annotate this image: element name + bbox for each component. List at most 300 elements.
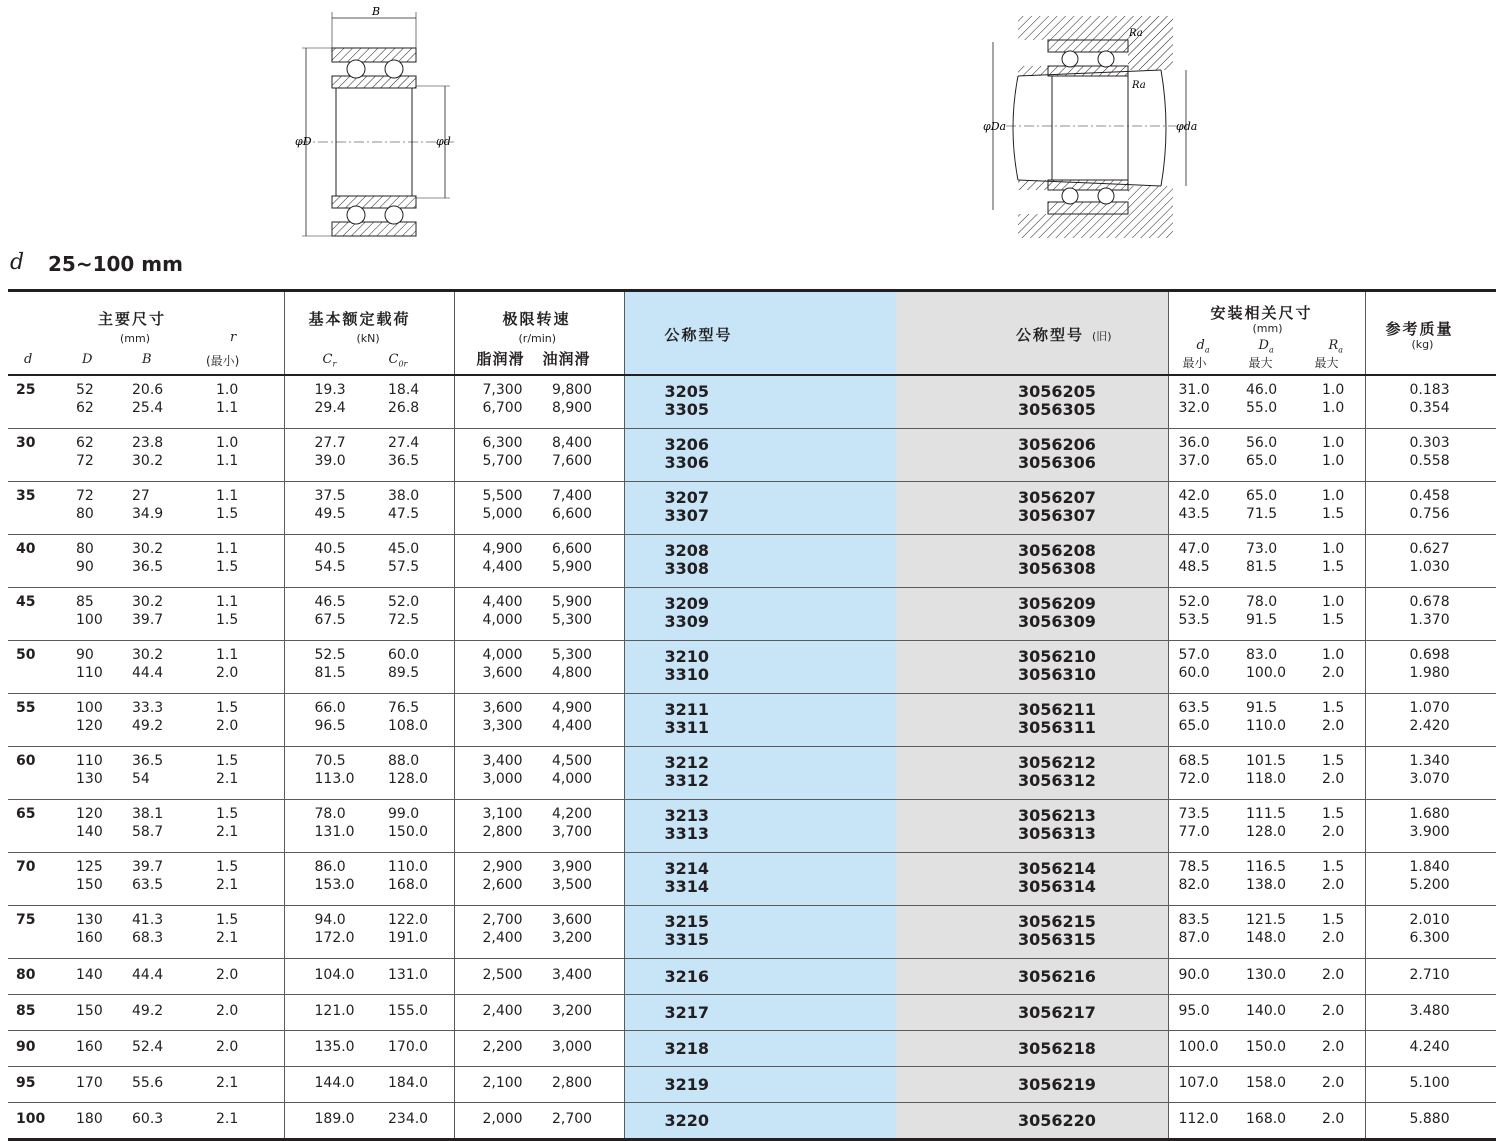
value-oil: 5,300 [552,647,593,663]
value-b: 55.6 [132,1075,164,1091]
value-r: 2.1 [216,771,239,787]
value-cr: 78.0 [314,806,346,822]
cell-c0r [360,800,454,853]
value-oil: 7,600 [552,453,593,469]
value-model: 3309 [664,612,710,631]
value-c0r: 52.0 [388,594,420,610]
cell-old [896,535,1168,588]
value-r: 1.0 [216,382,239,398]
value-cr: 131.0 [314,824,355,840]
value-grease: 3,600 [482,700,523,716]
cell-b [124,1103,194,1140]
bore-d-cell [8,429,68,482]
cell-d [68,1103,124,1140]
cell-model [624,641,896,694]
value-d: 140 [76,824,103,840]
cell-d [68,694,124,747]
value-r: 2.0 [216,665,239,681]
value-mass: 1.980 [1409,665,1450,681]
mounting-header [1169,292,1365,374]
value-oil: 4,400 [552,718,593,734]
value-c0r: 184.0 [388,1075,429,1091]
value-r: 2.1 [216,1111,239,1127]
value-model: 3308 [664,559,710,578]
value-oil: 8,400 [552,435,593,451]
bore-d-cell [8,375,68,429]
value-model: 3219 [664,1075,710,1094]
value-d: 80 [76,506,94,522]
value-da: 90.0 [1178,967,1210,983]
table-row [8,906,1496,959]
value-r: 1.5 [216,612,239,628]
value-d: 150 [76,877,103,893]
value-r: 2.0 [216,967,239,983]
cell-c0r [360,535,454,588]
value-ra: 2.0 [1322,1039,1345,1055]
value-mass: 3.900 [1409,824,1450,840]
cell-grease [454,535,536,588]
cell-model [624,800,896,853]
value-cr: 144.0 [314,1075,355,1091]
cell-da [1168,906,1236,959]
value-d: 52 [76,382,94,398]
value-mass: 1.070 [1409,700,1450,716]
value-mass: 0.183 [1409,382,1450,398]
main-dims-unit: (mm) [120,332,151,345]
cell-cr [284,800,360,853]
speed-unit: (r/min) [518,332,557,345]
value-b: 25.4 [132,400,164,416]
value-da: 140.0 [1246,1003,1287,1019]
value-ra: 1.5 [1322,612,1345,628]
header-row [8,291,1496,376]
cell-da [1168,747,1236,800]
value-old: 3056216 [1018,967,1096,986]
value-oil: 9,800 [552,382,593,398]
cell-old [896,375,1168,429]
cell-old [896,800,1168,853]
value-da: 65.0 [1246,453,1278,469]
cell-da [1236,694,1308,747]
value-ra: 2.0 [1322,1111,1345,1127]
cell-d [68,995,124,1031]
mass-title: 参考质量 [1385,320,1454,338]
cell-old [896,747,1168,800]
cell-mass [1365,641,1496,694]
value-grease: 7,300 [482,382,523,398]
cell-da [1236,1067,1308,1103]
col-B: B [142,352,152,367]
cell-c0r [360,429,454,482]
bore-d-cell [8,906,68,959]
value-model: 3205 [664,382,710,401]
cell-oil [536,800,624,853]
value-old: 3056308 [1018,559,1096,578]
value-da: 77.0 [1178,824,1210,840]
table-row [8,1031,1496,1067]
cell-cr [284,429,360,482]
value-cr: 27.7 [314,435,346,451]
cell-b [124,747,194,800]
mounting-title: 安装相关尺寸 [1210,304,1313,322]
cell-model [624,482,896,535]
bore-d-value: 70 [16,859,36,875]
value-c0r: 122.0 [388,912,429,928]
cell-cr [284,588,360,641]
value-ra: 1.0 [1322,453,1345,469]
table-row [8,747,1496,800]
bore-d-value: 90 [16,1039,36,1055]
cell-da [1236,641,1308,694]
value-ra: 2.0 [1322,1075,1345,1091]
value-model: 3206 [664,435,710,454]
value-c0r: 128.0 [388,771,429,787]
cell-r [194,853,284,906]
cell-da [1168,1031,1236,1067]
value-ra: 1.0 [1322,382,1345,398]
value-ra: 1.5 [1322,700,1345,716]
cell-b [124,641,194,694]
value-ra: 1.5 [1322,506,1345,522]
cell-cr [284,1103,360,1140]
cell-da [1236,1103,1308,1140]
value-grease: 3,300 [482,718,523,734]
cell-r [194,906,284,959]
value-oil: 4,000 [552,771,593,787]
value-grease: 5,500 [482,488,523,504]
cell-da [1236,1031,1308,1067]
value-cr: 81.5 [314,665,346,681]
value-c0r: 45.0 [388,541,420,557]
bore-d-cell [8,1067,68,1103]
cell-da [1168,995,1236,1031]
cell-oil [536,1031,624,1067]
cell-b [124,482,194,535]
value-b: 49.2 [132,718,164,734]
value-old: 3056307 [1018,506,1096,525]
cell-old [896,1031,1168,1067]
value-old: 3056312 [1018,771,1096,790]
value-old: 3056212 [1018,753,1096,772]
value-cr: 153.0 [314,877,355,893]
value-grease: 2,200 [482,1039,523,1055]
cell-ra [1308,800,1365,853]
value-da: 81.5 [1246,559,1278,575]
value-d: 120 [76,718,103,734]
cell-old [896,482,1168,535]
cell-ra [1308,641,1365,694]
value-d: 150 [76,1003,103,1019]
value-r: 1.1 [216,541,239,557]
bore-d-value: 85 [16,1003,36,1019]
cell-d [68,375,124,429]
value-model: 3311 [664,718,710,737]
bore-d-value: 55 [16,700,36,716]
value-oil: 7,400 [552,488,593,504]
value-d: 72 [76,453,94,469]
value-model: 3211 [664,700,710,719]
value-cr: 19.3 [314,382,346,398]
col-c0r: $C_{0r}$ [388,352,408,369]
value-b: 60.3 [132,1111,164,1127]
value-b: 58.7 [132,824,164,840]
value-da: 83.0 [1246,647,1278,663]
value-model: 3313 [664,824,710,843]
value-da: 73.5 [1178,806,1210,822]
cell-model [624,375,896,429]
value-grease: 2,400 [482,930,523,946]
value-r: 1.1 [216,400,239,416]
value-old: 3056220 [1018,1111,1096,1130]
bore-d-cell [8,853,68,906]
load-header [285,292,454,374]
value-cr: 113.0 [314,771,355,787]
value-da: 100.0 [1246,665,1287,681]
cell-r [194,588,284,641]
value-model: 3314 [664,877,710,896]
cell-da [1168,853,1236,906]
bore-d-value: 25 [16,382,36,398]
value-oil: 3,900 [552,859,593,875]
value-ra: 2.0 [1322,718,1345,734]
cell-model [624,906,896,959]
value-mass: 0.303 [1409,435,1450,451]
value-r: 2.0 [216,718,239,734]
value-grease: 4,000 [482,612,523,628]
cell-c0r [360,747,454,800]
value-c0r: 60.0 [388,647,420,663]
value-b: 36.5 [132,753,164,769]
cell-da [1168,482,1236,535]
value-mass: 2.010 [1409,912,1450,928]
value-da: 168.0 [1246,1111,1287,1127]
value-c0r: 57.5 [388,559,420,575]
cell-cr [284,906,360,959]
cell-da [1236,995,1308,1031]
main-dims-title: 主要尺寸 [98,310,167,328]
value-r: 2.0 [216,1003,239,1019]
cell-old [896,1067,1168,1103]
value-model: 3305 [664,400,710,419]
value-oil: 6,600 [552,506,593,522]
value-b: 27 [132,488,150,504]
value-mass: 1.340 [1409,753,1450,769]
value-cr: 29.4 [314,400,346,416]
bore-d-cell [8,641,68,694]
cell-c0r [360,375,454,429]
value-d: 85 [76,594,94,610]
cell-grease [454,1031,536,1067]
value-d: 125 [76,859,103,875]
cell-oil [536,1067,624,1103]
value-cr: 189.0 [314,1111,355,1127]
value-old: 3056211 [1018,700,1096,719]
cell-ra [1308,429,1365,482]
value-mass: 5.100 [1409,1075,1450,1091]
value-da: 32.0 [1178,400,1210,416]
value-da: 31.0 [1178,382,1210,398]
cell-mass [1365,906,1496,959]
cell-grease [454,694,536,747]
cell-oil [536,995,624,1031]
value-oil: 3,200 [552,930,593,946]
cell-d [68,535,124,588]
cell-r [194,1067,284,1103]
value-mass: 0.558 [1409,453,1450,469]
cell-da [1236,429,1308,482]
value-grease: 4,400 [482,594,523,610]
cell-da [1168,694,1236,747]
value-old: 3056213 [1018,806,1096,825]
cell-old [896,588,1168,641]
cell-b [124,1031,194,1067]
cell-grease [454,588,536,641]
value-ra: 1.0 [1322,435,1345,451]
value-d: 100 [76,612,103,628]
value-cr: 135.0 [314,1039,355,1055]
value-b: 41.3 [132,912,164,928]
bore-d-cell [8,747,68,800]
value-grease: 2,400 [482,1003,523,1019]
value-model: 3215 [664,912,710,931]
table-row [8,641,1496,694]
value-grease: 2,100 [482,1075,523,1091]
value-r: 2.1 [216,877,239,893]
value-cr: 67.5 [314,612,346,628]
cell-cr [284,995,360,1031]
value-r: 1.5 [216,506,239,522]
value-old: 3056314 [1018,877,1096,896]
value-r: 1.1 [216,488,239,504]
value-cr: 49.5 [314,506,346,522]
cell-d [68,1067,124,1103]
value-model: 3213 [664,806,710,825]
value-d: 100 [76,700,103,716]
value-da: 95.0 [1178,1003,1210,1019]
value-da: 47.0 [1178,541,1210,557]
value-model: 3220 [664,1111,710,1130]
value-ra: 2.0 [1322,930,1345,946]
cell-mass [1365,853,1496,906]
cell-grease [454,906,536,959]
cell-d [68,588,124,641]
label-phi-da-inner: φda [1176,120,1198,133]
value-c0r: 170.0 [388,1039,429,1055]
value-old: 3056311 [1018,718,1096,737]
value-oil: 8,900 [552,400,593,416]
value-old: 3056209 [1018,594,1096,613]
cell-b [124,800,194,853]
value-b: 44.4 [132,967,164,983]
cell-old [896,959,1168,995]
cell-ra [1308,588,1365,641]
cell-r [194,959,284,995]
value-da: 91.5 [1246,700,1278,716]
cell-da [1236,959,1308,995]
value-c0r: 234.0 [388,1111,429,1127]
value-d: 72 [76,488,94,504]
value-mass: 6.300 [1409,930,1450,946]
value-r: 1.5 [216,806,239,822]
col-model-old-suffix: (旧) [1092,330,1112,343]
range-symbol: d [10,250,25,275]
value-ra: 1.0 [1322,647,1345,663]
value-da: 46.0 [1246,382,1278,398]
value-r: 1.5 [216,753,239,769]
value-d: 140 [76,967,103,983]
value-cr: 52.5 [314,647,346,663]
value-old: 3056210 [1018,647,1096,666]
range-text: 25~100 mm [48,252,183,276]
value-grease: 2,000 [482,1111,523,1127]
value-model: 3208 [664,541,710,560]
value-b: 54 [132,771,150,787]
cell-oil [536,1103,624,1140]
cell-c0r [360,1103,454,1140]
bore-d-cell [8,694,68,747]
cell-model [624,1067,896,1103]
value-b: 68.3 [132,930,164,946]
cell-model [624,853,896,906]
value-grease: 2,800 [482,824,523,840]
value-model: 3307 [664,506,710,525]
value-model: 3207 [664,488,710,507]
cell-oil [536,747,624,800]
value-old: 3056206 [1018,435,1096,454]
cell-grease [454,1103,536,1140]
cell-da [1236,535,1308,588]
cell-r [194,800,284,853]
cell-mass [1365,694,1496,747]
col-grease: 脂润滑 [476,350,525,368]
mass-header [1366,292,1497,374]
cell-oil [536,853,624,906]
value-da: 111.5 [1246,806,1287,822]
value-ra: 1.5 [1322,753,1345,769]
value-c0r: 72.5 [388,612,420,628]
col-oil: 油润滑 [542,350,591,368]
value-da: 118.0 [1246,771,1287,787]
value-old: 3056310 [1018,665,1096,684]
bore-d-value: 60 [16,753,36,769]
value-mass: 1.370 [1409,612,1450,628]
value-b: 63.5 [132,877,164,893]
speed-title: 极限转速 [502,310,571,328]
value-da: 121.5 [1246,912,1287,928]
value-da: 116.5 [1246,859,1287,875]
value-da: 55.0 [1246,400,1278,416]
value-da: 68.5 [1178,753,1210,769]
cell-mass [1365,588,1496,641]
cell-b [124,1067,194,1103]
value-mass: 1.030 [1409,559,1450,575]
value-da: 130.0 [1246,967,1287,983]
cell-b [124,906,194,959]
value-c0r: 150.0 [388,824,429,840]
table-row [8,959,1496,995]
value-ra: 2.0 [1322,1003,1345,1019]
cell-model [624,747,896,800]
bore-d-value: 50 [16,647,36,663]
cell-mass [1365,1067,1496,1103]
mass-unit: (kg) [1411,338,1434,351]
value-da: 148.0 [1246,930,1287,946]
value-grease: 4,900 [482,541,523,557]
value-da: 110.0 [1246,718,1287,734]
cell-b [124,959,194,995]
cell-oil [536,429,624,482]
cell-da [1236,588,1308,641]
